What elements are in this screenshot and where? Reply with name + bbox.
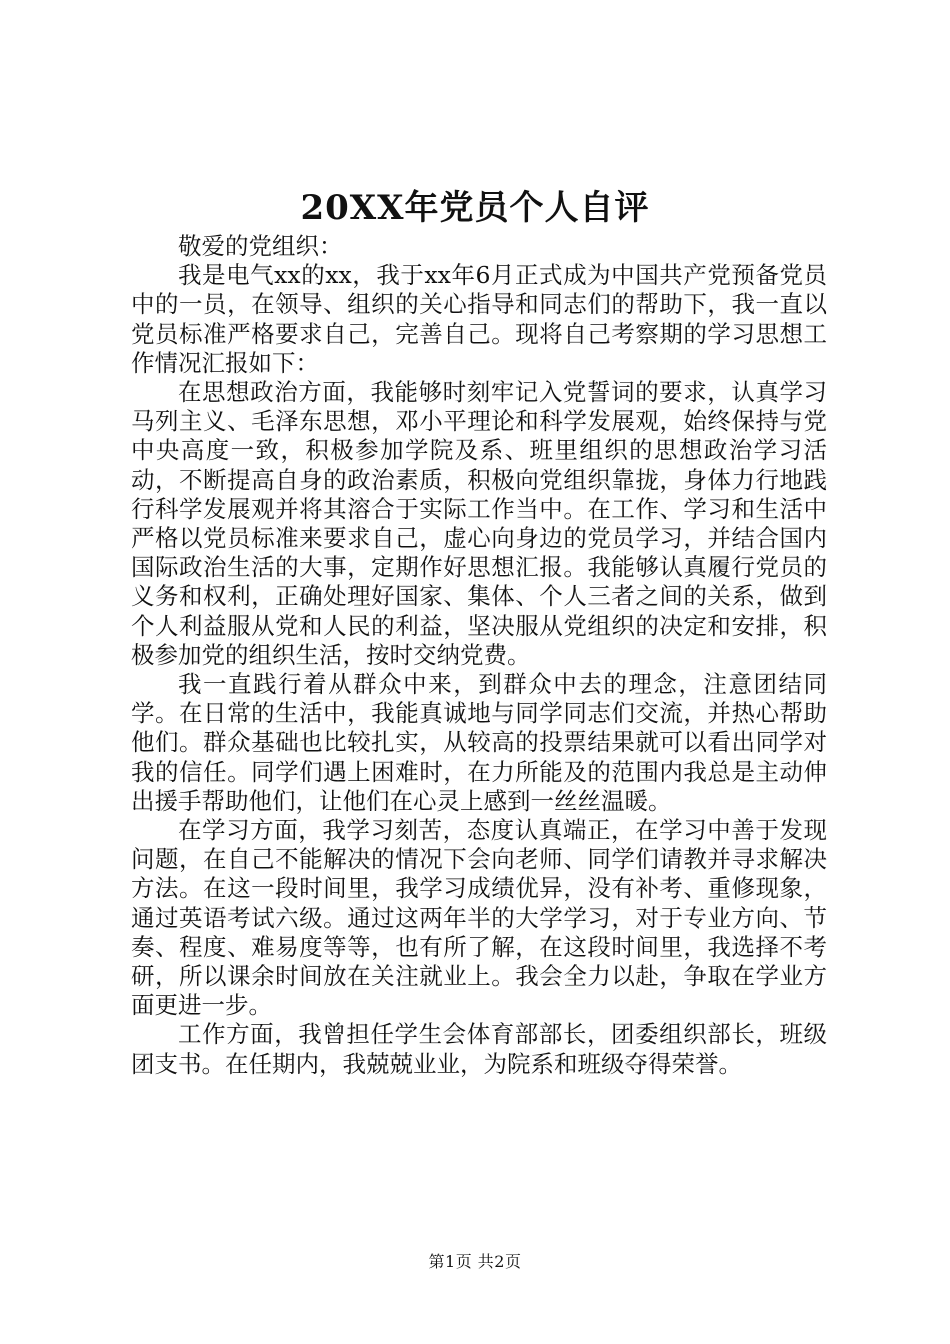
salutation: 敬爱的党组织： (178, 232, 343, 260)
paragraph-3: 我一直践行着从群众中来，到群众中去的理念，注意团结同学。在日常的生活中，我能真诚地与同学同志们交流，并热心帮助他们。群众基础也比较扎实，从较高的投票结果就可以看出同学对我的信任。同学们遇上困难时，在力所能及的范围内我总是主动伸出援手帮助他们，让他们在心灵上感到一丝丝温暖。 (131, 670, 827, 815)
paragraph-1: 我是电气xx的xx，我于xx年6月正式成为中国共产党预备党员中的一员，在领导、组织的关心指导和同志们的帮助下，我一直以党员标准严格要求自己，完善自己。现将自己考察期的学习思想工作情况汇报如下： (131, 261, 827, 377)
document-body (131, 232, 827, 1079)
paragraph-5: 工作方面，我曾担任学生会体育部部长，团委组织部长，班级团支书。在任期内，我兢兢业业，为院系和班级夺得荣誉。 (131, 1020, 827, 1078)
paragraph-4: 在学习方面，我学习刻苦，态度认真端正，在学习中善于发现问题，在自己不能解决的情况下会向老师、同学们请教并寻求解决方法。在这一段时间里，我学习成绩优异，没有补考、重修现象，通过英语考试六级。通过这两年半的大学学习，对于专业方向、节奏、程度、难易度等等，也有所了解，在这段时间里，我选择不考研，所以课余时间放在关注就业上。我会全力以赴，争取在学业方面更进一步。 (131, 816, 827, 1020)
paragraph-2: 在思想政治方面，我能够时刻牢记入党誓词的要求，认真学习马列主义、毛泽东思想，邓小平理论和科学发展观，始终保持与党中央高度一致，积极参加学院及系、班里组织的思想政治学习活动，不断提高自身的政治素质，积极向党组织靠拢，身体力行地践行科学发展观并将其溶合于实际工作当中。在工作、学习和生活中严格以党员标准来要求自己，虚心向身边的党员学习，并结合国内国际政治生活的大事，定期作好思想汇报。我能够认真履行党员的义务和权利，正确处理好国家、集体、个人三者之间的关系，做到个人利益服从党和人民的利益，坚决服从党组织的决定和安排，积极参加党的组织生活，按时交纳党费。 (131, 378, 827, 669)
page-number-footer: 第1页 共2页 (428, 1252, 522, 1271)
document-title: 20XX年党员个人自评 (300, 188, 650, 228)
